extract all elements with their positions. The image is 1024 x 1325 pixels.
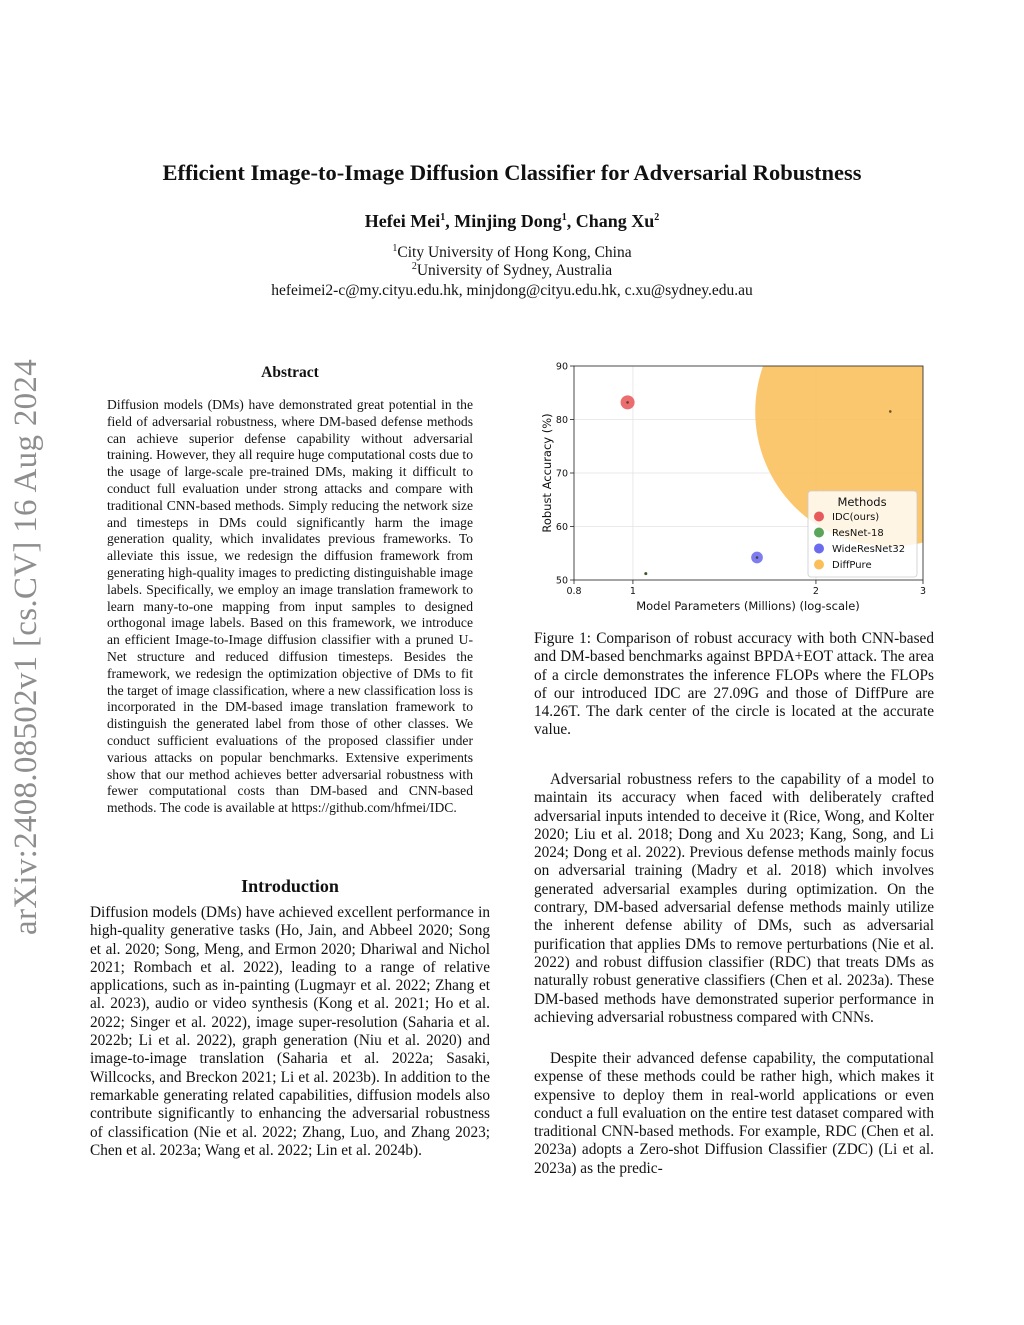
author-list bbox=[0, 211, 1024, 232]
arxiv-identifier: arXiv:2408.08502v1 [cs.CV] 16 Aug 2024 bbox=[8, 358, 44, 935]
author-name: Minjing Dong bbox=[454, 211, 562, 231]
introduction-text: Diffusion models (DMs) have achieved excellent performance in high-quality generative tasks (Ho, Jain, and Abbeel 2020; Song et al. 2020; Song, Meng, and Ermon 2020; Dhariwal and Nichol 2021; Rombach et al. 2022), leading to a range of relative applications, such as in-painting (Lugmayr et al. 2022; Zhang et al. 2023), audio or video synthesis (Kong et al. 2021; Ho et al. 2022; Singer et al. 2022), image super-resolution (Saharia et al. 2022b; Li et al. 2022), graph generation (Niu et al. 2020) and image-to-image translation (Saharia et al. 2022a; Sasaki, Willcocks, and Breckon 2021; Li et al. 2023b). In addition to the remarkable generating related capabilities, diffusion models also contribute significantly to enhancing the adversarial robustness of classification (Nie et al. 2022; Zhang, Luo, and Zhang 2023; Chen et al. 2023a; Wang et al. 2022; Lin et al. 2024b). bbox=[90, 904, 490, 1159]
y-tick-label: 90 bbox=[555, 361, 568, 373]
legend-marker bbox=[814, 560, 824, 570]
affiliation-mark: 2 bbox=[411, 260, 417, 272]
chart-svg bbox=[536, 356, 936, 620]
abstract-text: Diffusion models (DMs) have demonstrated great potential in the field of adversarial robustness, where DM-based defense methods can achieve superior defense capability without adversarial training. However, they all require huge computational costs due to the usage of large-scale pre-trained DMs, making it difficult to conduct full evaluation under strong attacks and compare with traditional CNN-based methods. Simply reducing the network size and timesteps in DMs could significantly harm the image generation quality, which invalidates previous frameworks. To alleviate this issue, we redesign the diffusion framework from generating high-quality images to predicting distinguishable image labels. Specifically, we employ an image translation framework to learn many-to-one mapping from input samples to designed orthogonal image labels. Based on this framework, we introduce an efficient Image-to-Image diffusion classifier with a pruned U-Net structure and reduced diffusion timesteps. Besides the framework, we redesign the optimization objective of DMs to fit the target of image classification, where a new classification loss is incorporated in the DM-based image translation framework to distinguish the generated label from those of other classes. We conduct sufficient evaluations of the proposed classifier under various attacks on popular benchmarks. Extensive experiments show that our method achieves better adversarial robustness with fewer computational costs than DM-based and CNN-based methods. The code is available at https://github.com/hfmei/IDC. bbox=[107, 397, 474, 816]
y-tick-label: 50 bbox=[555, 575, 568, 587]
legend-marker bbox=[814, 512, 824, 522]
x-tick-label: 0.8 bbox=[566, 586, 582, 597]
author-name: Hefei Mei bbox=[364, 211, 441, 231]
body-paragraph: Adversarial robustness refers to the capability of a model to maintain its accuracy when faced with deliberately crafted adversarial inputs intended to deceive it (Rice, Wong, and Kolter 2020; Liu et al. 2018; Dong and Xu 2023; Kang, Song, and Li 2024; Dong et al. 2022). Previous defense methods mainly focus on adversarial training (Madry et al. 2018) which involves generated adversarial examples during optimization. On the contrary, DM-based adversarial defense methods mainly utilize the inherent defense ability of DMs, such as adversarial purification that applies DMs to remove perturbations (Nie et al. 2022) and robust diffusion classifier (RDC) that treats DMs as naturally robust generative classifiers (Chen et al. 2023a). These DM-based methods have demonstrated superior performance in achieving adversarial robustness compared with CNNs. bbox=[534, 771, 934, 1026]
author-affiliation-mark: 1 bbox=[561, 212, 567, 223]
author-name: Chang Xu bbox=[575, 211, 655, 231]
y-tick-label: 80 bbox=[555, 415, 568, 426]
legend-entry-label: ResNet-18 bbox=[832, 528, 884, 539]
x-tick-label: 2 bbox=[812, 586, 819, 597]
x-tick-label: 3 bbox=[919, 586, 927, 597]
author-emails: hefeimei2-c@my.cityu.edu.hk, minjdong@cityu.edu.hk, c.xu@sydney.edu.au bbox=[271, 282, 753, 299]
x-tick-label: 1 bbox=[629, 586, 636, 597]
affiliation-1 bbox=[0, 244, 1024, 262]
y-tick-label: 60 bbox=[555, 522, 568, 533]
author-separator: , bbox=[566, 211, 576, 231]
legend-entry-label: IDC(ours) bbox=[832, 512, 880, 523]
x-axis-label: Model Parameters (Millions) (log-scale) bbox=[636, 599, 860, 613]
legend-entry-label: DiffPure bbox=[832, 560, 872, 571]
y-axis-label: Robust Accuracy (%) bbox=[540, 413, 554, 533]
author-separator: , bbox=[445, 211, 455, 231]
bubble-center-diffpure bbox=[889, 410, 892, 413]
bubble-center-wideresnet32 bbox=[756, 556, 759, 559]
legend-title: Methods bbox=[837, 495, 887, 509]
figure-1-chart bbox=[536, 356, 936, 620]
legend-entry-label: WideResNet32 bbox=[832, 544, 906, 555]
affiliation-text: City University of Hong Kong, China bbox=[397, 244, 632, 261]
affiliation-2 bbox=[0, 262, 1024, 280]
author-affiliation-mark: 2 bbox=[654, 212, 660, 223]
introduction-heading: Introduction bbox=[241, 876, 339, 896]
paper-title: Efficient Image-to-Image Diffusion Classifier for Adversarial Robustness bbox=[162, 160, 862, 185]
legend-marker bbox=[814, 544, 824, 554]
affiliation-mark: 1 bbox=[392, 242, 398, 254]
author-affiliation-mark: 1 bbox=[440, 212, 446, 223]
legend-marker bbox=[814, 528, 824, 538]
figure-caption: Figure 1: Comparison of robust accuracy with both CNN-based and DM-based benchmarks against BPDA+EOT attack. The area of a circle demonstrates the inference FLOPs where the FLOPs of our introduced IDC are 27.09G and those of DiffPure are 14.26T. The dark center of the circle is located at the accurate value. bbox=[534, 630, 934, 739]
legend bbox=[808, 491, 917, 577]
bubble-center-idc-ours- bbox=[626, 401, 629, 404]
abstract-heading: Abstract bbox=[261, 364, 319, 381]
body-paragraph: Despite their advanced defense capability, the computational expense of these methods could be rather high, which makes it expensive to deploy them in real-world applications or even conduct a full evaluation on the entire test dataset compared with traditional CNN-based methods. For example, RDC (Chen et al. 2023a) adopts a Zero-shot Diffusion Classifier (ZDC) (Li et al. 2023a) as the predic- bbox=[534, 1050, 934, 1177]
affiliation-text: University of Sydney, Australia bbox=[416, 262, 613, 279]
y-tick-label: 70 bbox=[555, 468, 568, 480]
bubble-center-resnet-18 bbox=[645, 572, 648, 575]
